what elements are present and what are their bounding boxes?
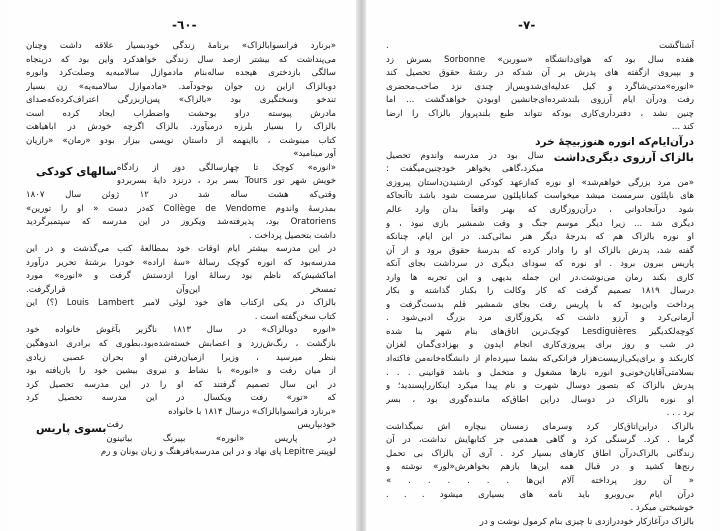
- left-page: [8, 0, 354, 531]
- left-page-number: -٦٠-: [172, 18, 197, 32]
- heading-childhood: سالهای کودکی: [36, 164, 117, 178]
- text-line: درسال ۱۸۱۹ تصمیم گرفت که کار وکالت را بکنار گذاشته و بکار: [386, 286, 694, 297]
- text-line: سالگی بازدختری هیجده ساله‌بنام مادموازل سالامبه‌یه وصلت‌کرد وانوره: [26, 68, 336, 79]
- text-line: « آن روز پرداخته آلام این‌ها . . . . . . »: [386, 475, 694, 486]
- right-section-3: [386, 421, 694, 516]
- text-line: بالزاک را بسیار بلرزه درمیآورد. بالزاک اگرچه خودش در اباهیاهت: [26, 122, 336, 133]
- text-line: بالزاک در یکی از‌کتاب های خود لوئی لامبر Louis Lambert (؟) این: [26, 298, 336, 309]
- text-line: «من مرد بزرگی خواهم‌شد» او نوره که‌ازعهد کودکی ازشنیدن‌داستان پیروزی: [386, 177, 694, 188]
- text-line: تندخو وسختگیری بود «بالزاک» پس‌ازبزرگی اعتراف‌کرده‌که‌صدای: [26, 95, 336, 106]
- text-line: بالزاک در‌این‌اتاق‌کار کرد وسرمای زمستان بیچاره اش نمیگذاشت: [386, 421, 694, 432]
- text-line: تمسخر این‌وآن قرارگرفت.: [26, 284, 336, 295]
- text-line: داشت بتحصیل پرداخت .: [249, 230, 336, 241]
- text-line: آور مینامید»: [293, 149, 336, 160]
- heading-dream: بالزاک آرزوی دیگری‌داشت: [553, 150, 694, 164]
- heading-paris: بسوی پاریس: [36, 422, 107, 436]
- right-page-number: -٧-: [518, 18, 536, 32]
- text-line: بالزاک درآغازکار خوددرازدی نا چیزی بنام کرمول نوشت و در: [479, 516, 694, 527]
- text-line: خویش شهر تور Tours بسر برد ، درنزد دایهٔ بسربردو: [116, 176, 336, 187]
- text-line: و بپیروی از‌گفته های پدرش بر آن شدکه در رشتهٔ حقوق تحصیل کند: [386, 68, 694, 79]
- text-line: دیگری شد ... زیرا دیگر موسم جنگ و وقت شمشیر بازی نبود ، و: [386, 218, 694, 229]
- text-line: گرما . کرد. گرسنگی کرد و گاهی همدمی جز کتابهایش نداشت، در آن: [386, 435, 694, 446]
- text-line: درآن ایام بی‌روبرو باید نامه های بسیاری میشود . . .: [386, 489, 694, 500]
- right-section-4: [386, 516, 694, 530]
- text-line: رنج‌ها کشید و در قبال همه این‌ها بازهم بخواهرش«لور» نوشته و: [386, 462, 694, 473]
- heading-ambition: درآن‌ایام‌که انوره هنوزبیچهٔ خرد: [535, 135, 694, 148]
- text-line: پرداخت واین‌بود که با پاریس رفت بجای شمشیر قلم بدست‌گرفت و: [386, 299, 694, 310]
- right-section-ambition: [386, 135, 694, 421]
- text-line: بمدرسهٔ واندوم Collège de Vendome که‌در دست « او را تورین»: [26, 203, 336, 214]
- right-page: [368, 0, 712, 531]
- left-page-text: [26, 40, 336, 460]
- text-line: دوبالزاک ازاین زن جوان بوجودآمد. «مادموازل سالامبه‌یه» زن بسیار: [26, 81, 336, 92]
- text-line: «انوره دوبالزاک» در سال ۱۸۱۳ ناگزیر بآغوش خانواده خود: [26, 325, 336, 336]
- text-line: چنین نشد ، دفترداری‌کاری بود‌که نتواند طبع بلندپرواز بالزاک را ارضا: [386, 108, 694, 119]
- right-page-text: [386, 40, 694, 529]
- text-line: خودبپاریس رفت: [106, 420, 336, 431]
- text-line: پدرش بالزاک که بتصور دوسال شهرت و نام پیدا میکرد اینکارراپسندید؛ و: [386, 381, 694, 392]
- left-section-3: [26, 243, 336, 324]
- text-line: بسلامتی‌آقایان‌خونی‌و انوره بارها مشغول و متخمل و باشد قوانینی . . .: [386, 367, 694, 378]
- text-line: «برنارد فرانسوابالزاک» برنامهٔ زندگی خودبسیار علاقه داشت وچنان: [26, 41, 336, 51]
- text-line: «برنارد فرانسوابالزاک» درسال ۱۸۱۴ با خانواده: [168, 406, 336, 417]
- text-line: در پاریس «انوره» بپیرنگ بیاتینون: [106, 433, 336, 444]
- text-line: گفته شد، پدرش بالزاک او را وادار کرده که بدرسهٔ حقوق برود و از آن: [386, 245, 694, 256]
- text-line: «انوره» کوچک تا چهارسالگی دور از زادگاه: [116, 162, 336, 173]
- text-line: کتاب سخن‌گفته است .: [254, 311, 336, 322]
- text-line: کار‌بکند و برای‌یکی‌ازبیست‌هزار فرانکی‌که بشما سپرده‌ام از دانشگاه‌خانه‌من فاکته‌اد: [386, 354, 694, 365]
- text-line: پاریس ببرون برود . او نوره که سودای دیگری در سرداشت بجای آنکه: [386, 259, 694, 270]
- text-line: کتاب مینوشت ، بااینهمه از داستان نویسی بیزار بودو «رمان» «رازیان: [26, 135, 336, 146]
- text-line: بنظر میرسید ، وزیرا ازمیان‌رفتن او بحران عصبی زیادی: [26, 352, 336, 363]
- text-line: کوچه‌لکدیگیر Lesdiguières کو‌چک‌ترین اتاق‌های بنام شهر بنا شده: [386, 326, 694, 337]
- text-line: مادرش پیوسته دراو بوحشت و‌اضطراب ایجاد کرده است: [26, 108, 336, 119]
- text-line: زندگانی بالزاک‌درآن اطاق کارهای بسیار کرد . آری آن بالزاک بی‌ تحمل: [386, 448, 694, 459]
- text-line: اماکشیش‌که ناظم بود رسالهٔ اورا ازدستش گرفت و «انوره» مورد: [26, 271, 336, 282]
- text-line: می‌پنداشت که بیشتر ازصد سال زندگی خواهدکرد واین بود که درپنجاه: [26, 54, 336, 65]
- text-line: او نوره بالزاک در دوسال دراین اطاق‌که ماننده‌گوری بود ، بسر: [386, 394, 694, 405]
- left-section-1: [26, 40, 336, 162]
- text-line: شود درآنجادوانی ، درآن‌روزگاری که بهنر واقعاً بدان وارد عالم: [386, 205, 694, 216]
- text-line: «انوره»مدتی‌شاگرد و کیل عدلیه‌ای‌شدوبس‌از چندی نزد صاحب‌محضری: [386, 81, 694, 92]
- text-line: کاری بکند رمان می‌نوشت.در این جمله بدیهی و این تجربه ها وارد: [386, 272, 694, 283]
- text-line: آرمانی‌کرد و آرزو داشت که یکروزگاری مرد بزرگ ادبی‌شود .: [386, 313, 694, 324]
- text-line: او نوره بالزاک هم که بدرجهٔ دیگر هنر نمائی‌کند. در این ایام، چنانکه: [386, 232, 694, 243]
- left-section-childhood: [26, 162, 336, 243]
- text-line: بازگشت ، رنگ‌ش‌زرد و اعصابش خسته‌شده‌بود،بطوری که برادری اندوهگین: [26, 339, 336, 350]
- text-line: خوشبختی میکرد .: [630, 503, 694, 514]
- left-section-paris: [26, 419, 336, 460]
- text-line: از میان رفت و «انوره» با نشاط و نیروی بیشین خود را بازیافته بود: [26, 366, 336, 377]
- text-line: میکرد،گاهی بخواهر خودچنین‌میگفت :: [386, 164, 544, 175]
- book-gutter: [356, 0, 366, 531]
- text-line: مدرسه‌بود که‌ انوره کوچک رسالهٔ «سهٔ اراده» خودرا برشتهٔ تحریر درآورد: [26, 257, 336, 268]
- text-line: که «تور» رفت و‌یکسال در این مدرسه تحصیل کرد: [26, 393, 336, 404]
- text-line: هفده سال بود که هوای‌دانشگاه «سوربن» Sorbonne بسرش زد: [386, 54, 694, 65]
- text-line: کند ...: [671, 122, 694, 133]
- text-line: در این مدرسه بیشتر ایام اوقات خود بمطالعه‌ٔ کتب می‌گذشت و در این: [26, 244, 336, 255]
- text-line: رفت ودرآن ایام آرزوی بلندشرده‌ای‌جانشین او‌بودن خواهدگشت ... اما: [386, 95, 694, 106]
- left-section-4: [26, 324, 336, 419]
- text-line: لوپیتر Lepitre پای نهاد و در این مدرسه‌بافرهنگ و زبان یونان و رم: [100, 447, 336, 458]
- right-section-1: [386, 40, 694, 135]
- text-line: آشناگشت .: [386, 41, 694, 51]
- text-line: در این سال تصمیم گرفتند که او را در این مدرسه تحصیل کرد: [26, 379, 336, 390]
- text-line: سال بود در مدرسه واندوم تحصیل: [386, 150, 544, 161]
- text-line: Oratoriens بود، پذیرفته‌شد ویکروز در این مدرسه که سپتمبرگردید: [26, 217, 336, 228]
- text-line: وقتی‌که هشت ساله شد در ۱۲ ژوئن سال ۱۸۰۷: [26, 190, 336, 201]
- text-line: های ناپلئون سرمست میشد میخواست کماناپلئون سرمست شود باشد تاآنجاکه: [386, 191, 694, 202]
- text-line: برد . . .: [666, 408, 694, 419]
- text-line: در شب و روز برای پیروزی‌کاری انجام ایدون و بهزادی‌گمان لغزان: [386, 340, 694, 351]
